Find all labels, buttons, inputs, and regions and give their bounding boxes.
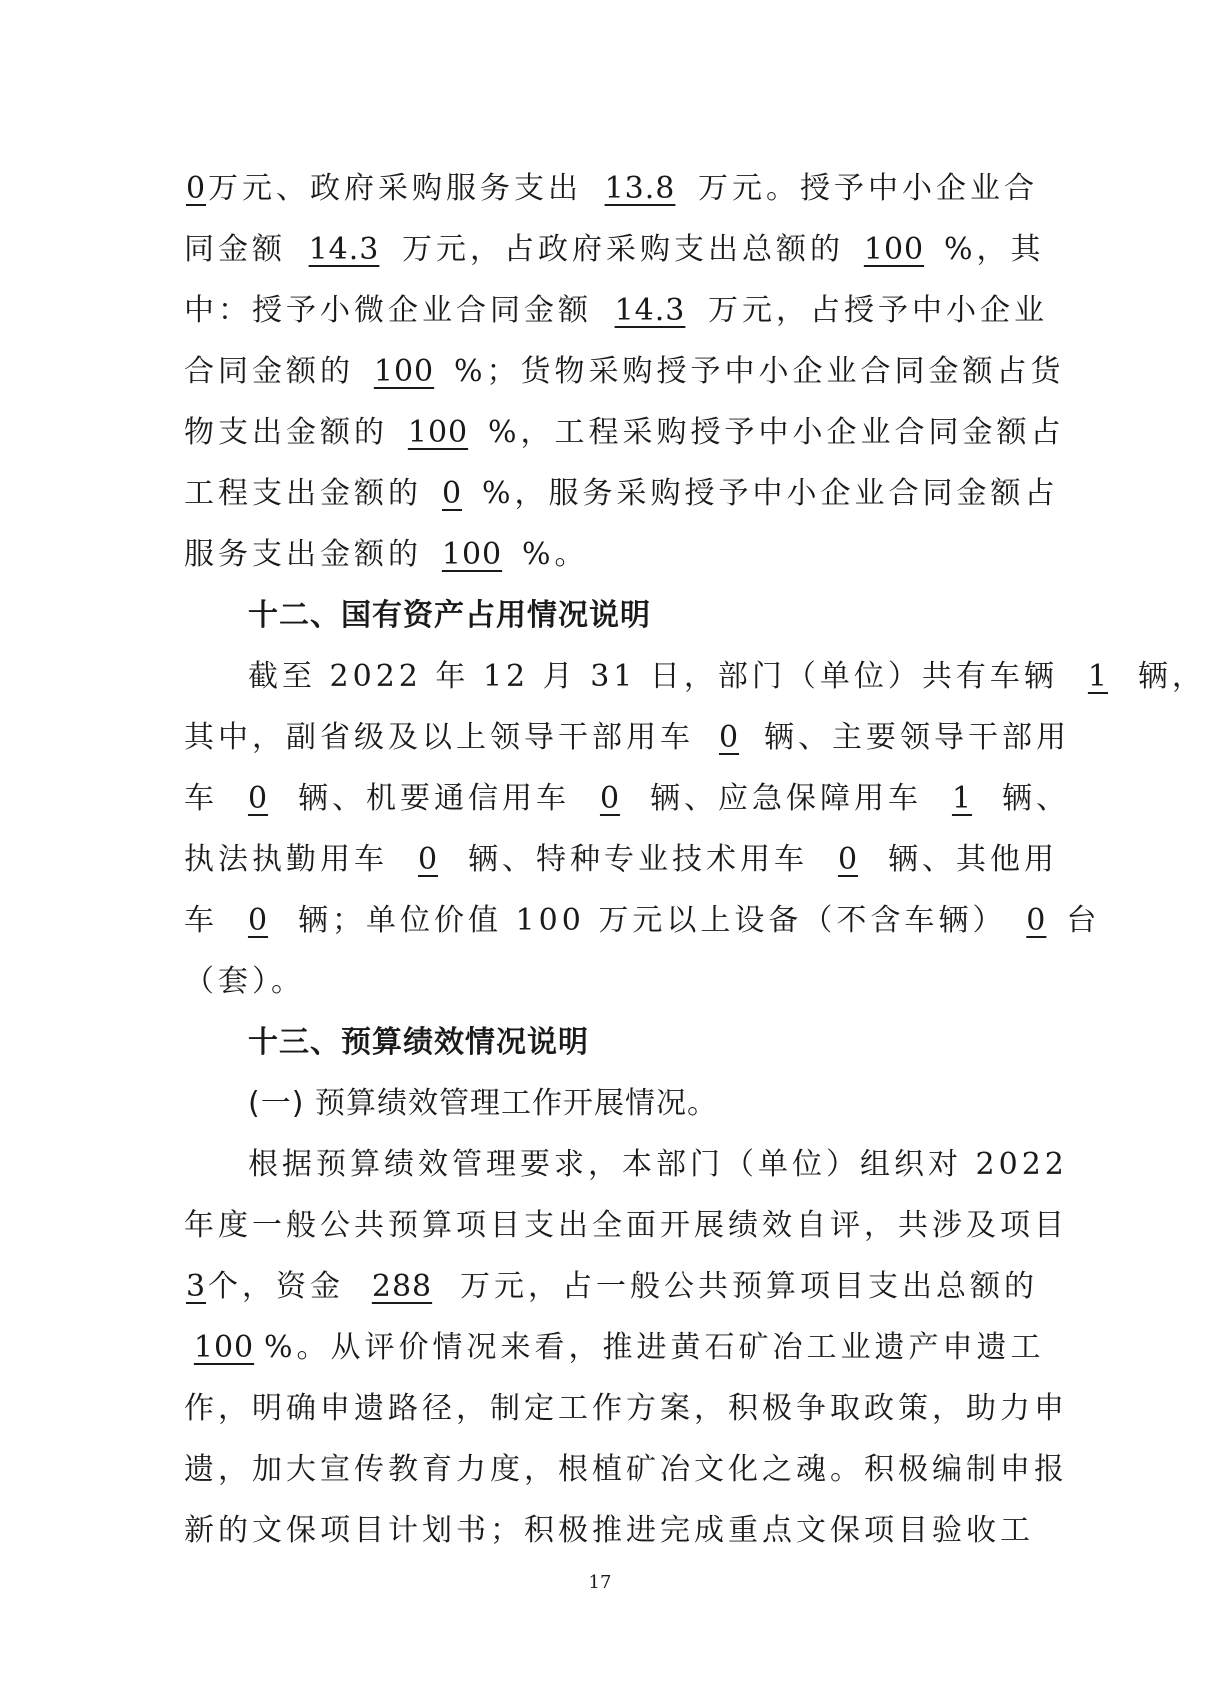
paragraph-line: 合同金额的 100 %；货物采购授予中小企业合同金额占货 bbox=[184, 341, 1016, 402]
paragraph-line: 新的文保项目计划书；积极推进完成重点文保项目验收工 bbox=[184, 1513, 1034, 1548]
paragraph-line: 工程支出金额的 0 %，服务采购授予中小企业合同金额占 bbox=[184, 463, 1016, 524]
section-heading: 十二、国有资产占用情况说明 bbox=[248, 598, 651, 633]
underlined-value: 0 bbox=[185, 171, 207, 206]
paragraph-line: 中：授予小微企业合同金额 14.3 万元，占授予中小企业 bbox=[184, 280, 1016, 341]
underlined-value: 100 bbox=[373, 354, 435, 389]
underlined-value: 0 bbox=[599, 781, 621, 816]
paragraph-line: （套）。 bbox=[184, 964, 305, 999]
underlined-value: 1 bbox=[1087, 659, 1108, 694]
paragraph-line: 根据预算绩效管理要求，本部门（单位）组织对 2022 bbox=[248, 1147, 1068, 1182]
underlined-value: 0 bbox=[417, 842, 439, 877]
section-heading: 十三、预算绩效情况说明 bbox=[248, 1025, 589, 1060]
underlined-value: 100 bbox=[441, 537, 503, 572]
underlined-value: 0 bbox=[1026, 903, 1047, 938]
paragraph-line: 100 %。从评价情况来看，推进黄石矿冶工业遗产申遗工 bbox=[184, 1317, 1016, 1378]
paragraph-line: 执法执勤用车 0 辆、特种专业技术用车 0 辆、其他用 bbox=[184, 829, 1016, 890]
paragraph-line: 截至 2022 年 12 月 31 日，部门（单位）共有车辆 1 辆， bbox=[184, 646, 1016, 707]
paragraph-line: 同金额 14.3 万元，占政府采购支出总额的 100 %，其 bbox=[184, 219, 1016, 280]
underlined-value: 0 bbox=[441, 476, 463, 511]
paragraph-line: 年度一般公共预算项目支出全面开展绩效自评，共涉及项目 bbox=[184, 1208, 1068, 1243]
underlined-value: 13.8 bbox=[604, 171, 676, 206]
underlined-value: 0 bbox=[718, 720, 740, 755]
underlined-value: 100 bbox=[193, 1330, 255, 1365]
underlined-value: 100 bbox=[407, 415, 469, 450]
underlined-value: 14.3 bbox=[614, 293, 686, 328]
paragraph-line: 车 0 辆；单位价值 100 万元以上设备（不含车辆） 0 台 bbox=[184, 890, 1016, 951]
page-number: 17 bbox=[588, 1572, 612, 1593]
paragraph-line: 车 0 辆、机要通信用车 0 辆、应急保障用车 1 辆、 bbox=[184, 768, 1016, 829]
underlined-value: 3 bbox=[185, 1269, 207, 1304]
underlined-value: 100 bbox=[863, 232, 925, 267]
paragraph-line: 作，明确申遗路径，制定工作方案，积极争取政策，助力申 bbox=[184, 1391, 1068, 1426]
paragraph-line: 3个，资金 288 万元，占一般公共预算项目支出总额的 bbox=[184, 1256, 1016, 1317]
underlined-value: 0 bbox=[247, 903, 269, 938]
underlined-value: 0 bbox=[247, 781, 269, 816]
body-text bbox=[184, 158, 1206, 1561]
underlined-value: 14.3 bbox=[308, 232, 380, 267]
underlined-value: 288 bbox=[371, 1269, 433, 1304]
subsection-heading: (一) 预算绩效管理工作开展情况。 bbox=[248, 1086, 718, 1121]
underlined-value: 0 bbox=[837, 842, 859, 877]
underlined-value: 1 bbox=[951, 781, 973, 816]
paragraph-line: 物支出金额的 100 %，工程采购授予中小企业合同金额占 bbox=[184, 402, 1016, 463]
paragraph-line: 遗，加大宣传教育力度，根植矿冶文化之魂。积极编制申报 bbox=[184, 1452, 1068, 1487]
paragraph-line: 0万元、政府采购服务支出 13.8 万元。授予中小企业合 bbox=[184, 158, 1016, 219]
paragraph-line: 服务支出金额的 100 %。 bbox=[184, 524, 1016, 585]
paragraph-line: 其中，副省级及以上领导干部用车 0 辆、主要领导干部用 bbox=[184, 707, 1016, 768]
